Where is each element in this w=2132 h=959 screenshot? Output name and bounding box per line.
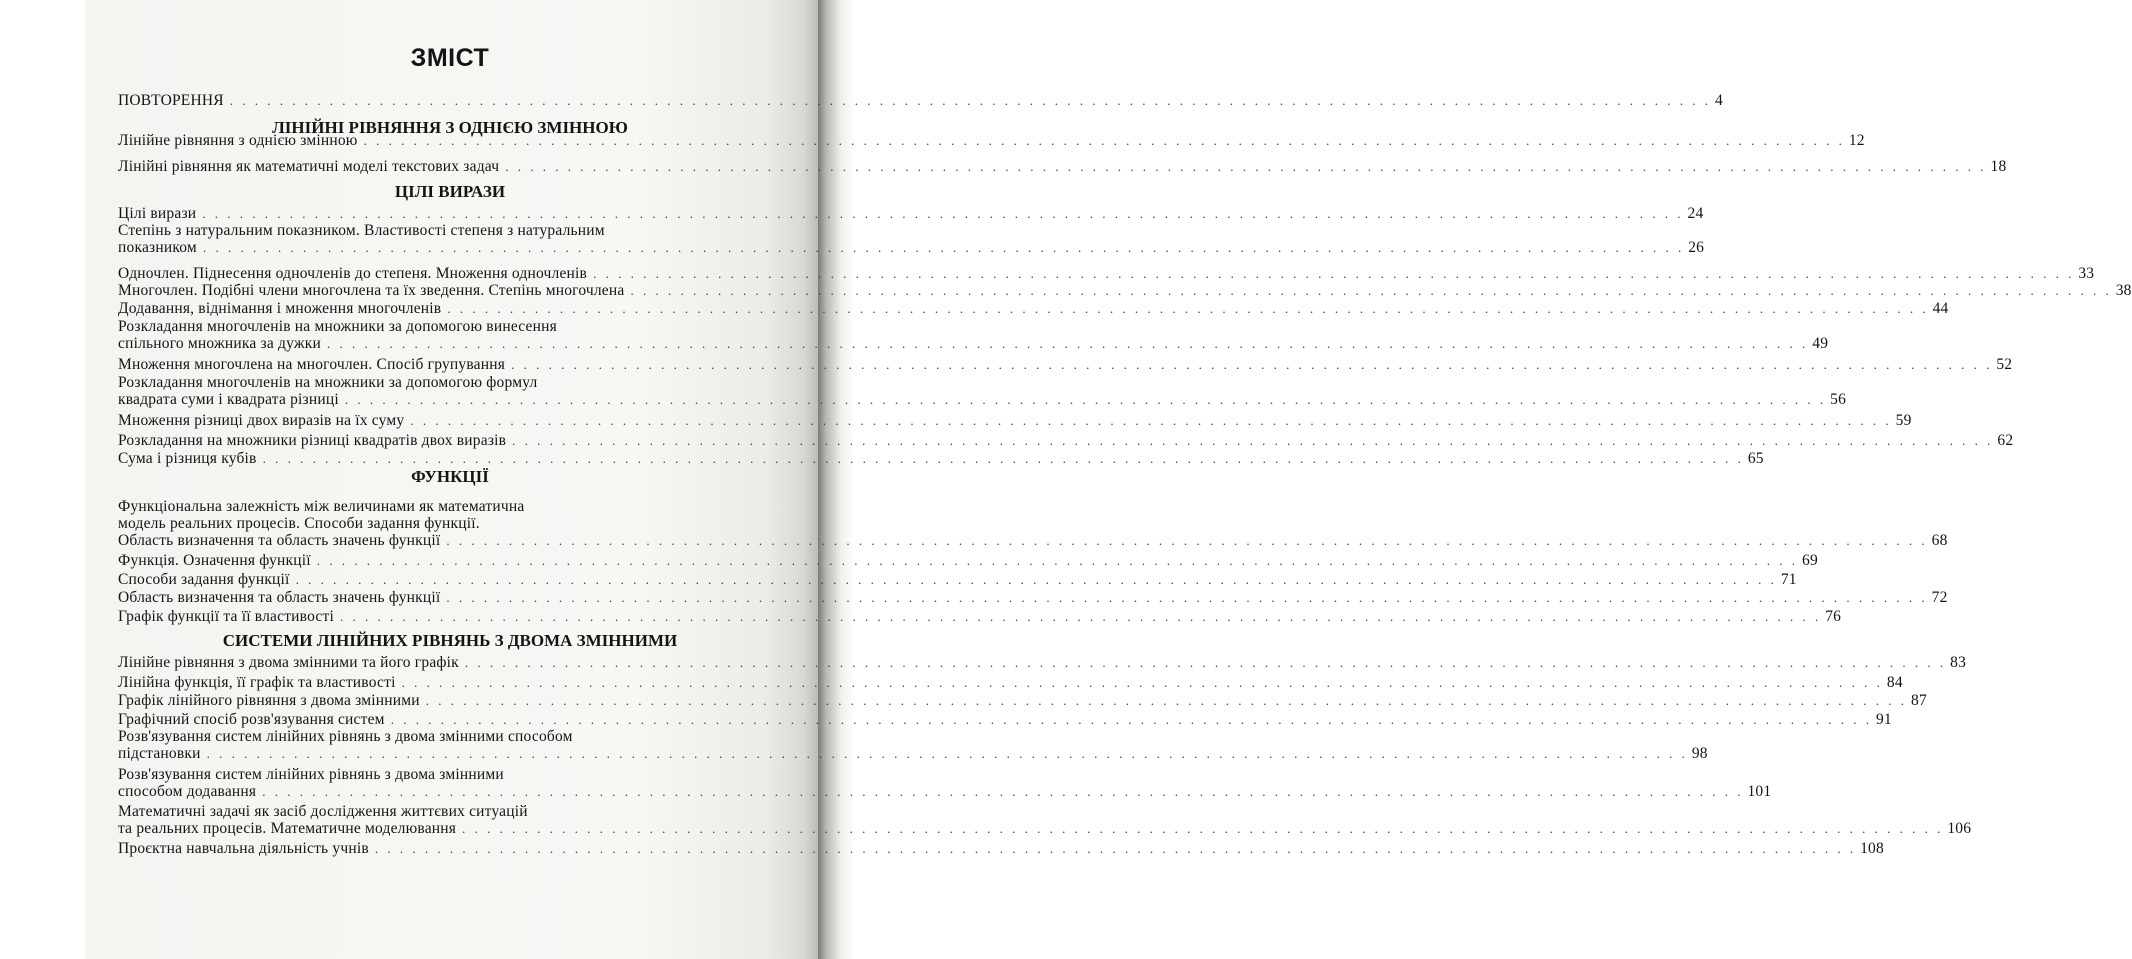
page-number: 56 <box>1830 391 1847 408</box>
entry-text-line: Функція. Означення функції <box>118 552 311 569</box>
toc-entry <box>118 589 1948 606</box>
toc-entry <box>118 282 2132 299</box>
entry-text-line: Лінійне рівняння з двома змінними та його графік <box>118 654 459 671</box>
toc-entry <box>118 132 1865 149</box>
page-number: 18 <box>1990 158 2007 175</box>
entry-text-line: Математичні задачі як засіб дослідження життєвих ситуацій <box>118 803 528 820</box>
entry-text-line: Способи задання функції <box>118 571 290 588</box>
toc-entry <box>118 450 1764 467</box>
toc-entry <box>118 766 1772 800</box>
entry-text-line: модель реальних процесів. Способи задання функції. <box>118 515 480 532</box>
entry-text-line: підстановки <box>118 745 201 762</box>
dot-leader <box>375 841 1856 856</box>
dot-leader <box>465 655 1946 670</box>
entry-text-line: ПОВТОРЕННЯ <box>118 92 224 109</box>
dot-leader <box>202 206 1683 221</box>
dot-leader <box>593 266 2074 281</box>
dot-leader <box>340 609 1821 624</box>
entry-text-line: показником <box>118 239 197 256</box>
toc-entry <box>118 803 1972 837</box>
page-number: 24 <box>1687 205 1704 222</box>
page-number: 72 <box>1931 589 1948 606</box>
entry-text-line: Проєктна навчальна діяльність учнів <box>118 840 369 857</box>
page-number: 33 <box>2078 265 2095 282</box>
toc-entry <box>118 356 2013 373</box>
page-number: 98 <box>1691 745 1708 762</box>
entry-text-line: способом додавання <box>118 783 257 800</box>
dot-leader <box>364 133 1845 148</box>
toc-entry <box>118 840 1884 857</box>
dot-leader <box>327 336 1808 351</box>
toc-entry <box>118 728 1708 762</box>
page-number: 101 <box>1747 783 1772 800</box>
entry-text-line: квадрата суми і квадрата різниці <box>118 391 339 408</box>
dot-leader <box>230 93 1711 108</box>
section-heading: ЛІНІЙНІ РІВНЯННЯ З ОДНІЄЮ ЗМІННОЮ <box>272 118 628 137</box>
entry-text-line: Розкладання многочленів на множники за допомогою винесення <box>118 318 557 335</box>
page-title: ЗМІСТ <box>410 44 490 72</box>
entry-text-line: Множення многочлена на многочлен. Спосіб групування <box>118 356 506 373</box>
entry-text-line: Область визначення та область значень функції <box>118 532 441 549</box>
page-number: 108 <box>1860 840 1884 857</box>
dot-leader <box>446 533 1927 548</box>
page-number: 83 <box>1950 654 1967 671</box>
page-number: 68 <box>1931 532 1948 549</box>
page-number: 91 <box>1875 711 1892 728</box>
entry-text-line: Степінь з натуральним показником. Властивості степеня з натуральним <box>118 222 605 239</box>
entry-text-line: Лінійна функція, її графік та властивості <box>118 674 396 691</box>
section-heading: ЦІЛІ ВИРАЗИ <box>394 182 506 201</box>
entry-text-line: Розв'язування систем лінійних рівнянь з двома змінними <box>118 766 504 783</box>
page-number: 87 <box>1911 692 1927 709</box>
toc-entry <box>118 674 1903 691</box>
entry-text-line: Лінійні рівняння як математичні моделі текстових задач <box>118 158 500 175</box>
section-heading: ФУНКЦІЇ <box>411 467 489 486</box>
toc-entry <box>118 374 1847 408</box>
dot-leader <box>402 675 1883 690</box>
entry-text-line: Графік функції та її властивості <box>118 608 334 625</box>
entry-text-line: Одночлен. Піднесення одночленів до степеня. Множення одночленів <box>118 265 588 282</box>
dot-leader <box>630 283 2111 298</box>
entry-text-line: Лінійне рівняння з однією змінною <box>118 132 358 149</box>
dot-leader <box>391 712 1872 727</box>
page-number: 52 <box>1996 356 2013 373</box>
page-number: 106 <box>1947 820 1972 837</box>
entry-text-line: Цілі вирази <box>118 205 197 222</box>
toc-entry <box>118 571 1797 588</box>
toc-entry <box>118 265 2095 282</box>
entry-text-line: Множення різниці двох виразів на їх суму <box>118 412 405 429</box>
toc-entry <box>118 498 1948 549</box>
page-number: 69 <box>1802 552 1818 569</box>
toc-entry <box>118 432 2014 449</box>
dot-leader <box>296 572 1777 587</box>
entry-text-line: Функціональна залежність між величинами як математична <box>118 498 525 515</box>
page-number: 62 <box>1997 432 2014 449</box>
entry-text-line: Графічний спосіб розв'язування систем <box>118 711 385 728</box>
dot-leader <box>410 413 1891 428</box>
entry-text-line: Многочлен. Подібні члени многочлена та їх зведення. Степінь многочлена <box>118 282 625 299</box>
page-number: 38 <box>2115 282 2132 299</box>
toc-entry <box>118 552 1818 569</box>
page-number: 84 <box>1886 674 1903 691</box>
toc-entry <box>118 412 1912 429</box>
dot-leader <box>511 357 1992 372</box>
dot-leader <box>512 433 1993 448</box>
toc-entry <box>118 158 2007 175</box>
page-number: 44 <box>1932 300 1949 317</box>
dot-leader <box>317 553 1798 568</box>
toc-entry <box>118 300 1949 317</box>
dot-leader <box>203 240 1684 255</box>
entry-text-line: спільного множника за дужки <box>118 335 321 352</box>
toc-entry <box>118 318 1829 352</box>
dot-leader <box>207 746 1688 761</box>
entry-text-line: Графік лінійного рівняння з двома змінними <box>118 692 420 709</box>
entry-text-line: Розкладання многочленів на множники за допомогою формул <box>118 374 538 391</box>
section-heading: СИСТЕМИ ЛІНІЙНИХ РІВНЯНЬ З ДВОМА ЗМІННИМИ <box>222 631 678 650</box>
dot-leader <box>462 821 1943 836</box>
page-number: 76 <box>1825 608 1842 625</box>
dot-leader <box>447 301 1928 316</box>
dot-leader <box>262 784 1743 799</box>
toc-entry <box>118 222 1705 256</box>
dot-leader <box>426 693 1907 708</box>
page-number: 12 <box>1848 132 1865 149</box>
dot-leader <box>446 590 1927 605</box>
page-number: 4 <box>1715 92 1723 109</box>
dot-leader <box>505 159 1986 174</box>
dot-leader <box>263 451 1744 466</box>
entry-text-line: Сума і різниця кубів <box>118 450 257 467</box>
page-number: 59 <box>1895 412 1912 429</box>
toc-entry <box>118 692 1927 709</box>
toc-entry <box>118 608 1842 625</box>
entry-text-line: Розв'язування систем лінійних рівнянь з двома змінними способом <box>118 728 573 745</box>
toc-entry <box>118 711 1892 728</box>
page-number: 49 <box>1812 335 1829 352</box>
page-number: 26 <box>1688 239 1705 256</box>
toc-entry <box>118 205 1704 222</box>
page-number: 65 <box>1747 450 1764 467</box>
dot-leader <box>345 392 1826 407</box>
page-number: 71 <box>1780 571 1797 588</box>
entry-text-line: Розкладання на множники різниці квадратів двох виразів <box>118 432 507 449</box>
entry-text-line: та реальних процесів. Математичне моделювання <box>118 820 457 837</box>
entry-text-line: Додавання, віднімання і множення многочленів <box>118 300 442 317</box>
toc-entry <box>118 654 1967 671</box>
toc-entry-intro <box>118 92 1723 109</box>
entry-text-line: Область визначення та область значень функції <box>118 589 441 606</box>
